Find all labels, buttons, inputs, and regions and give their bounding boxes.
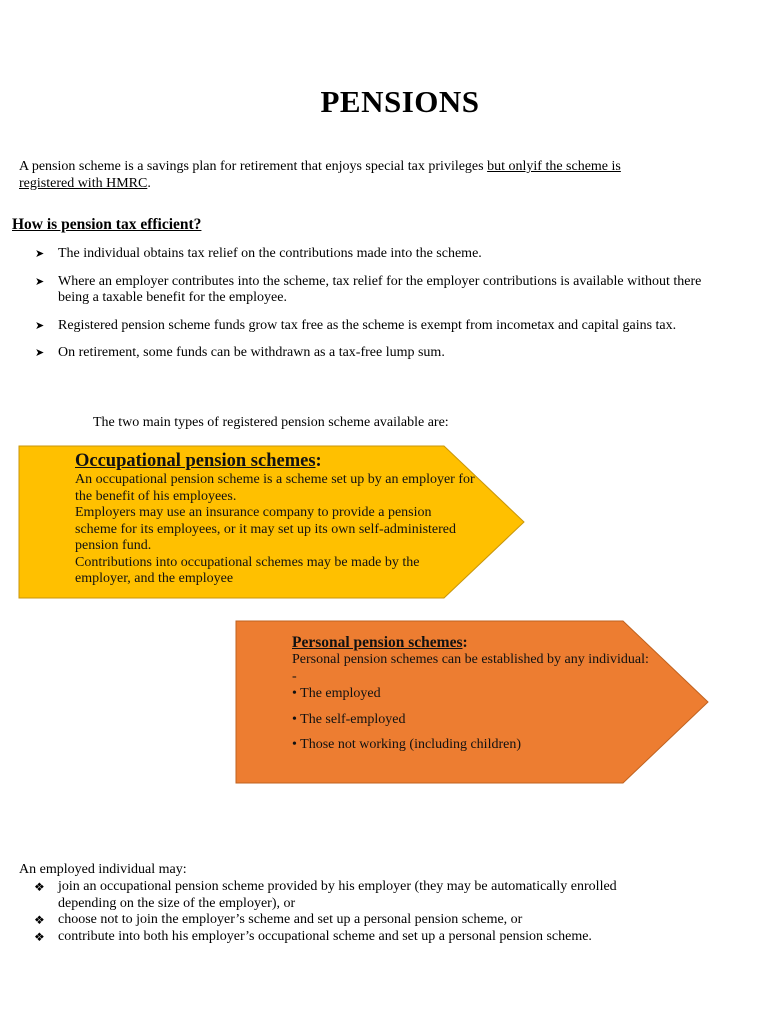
- occupational-line: Contributions into occupational schemes may be made by the employer, and the employee: [75, 554, 420, 586]
- four-diamond-bullet-icon: ❖: [34, 913, 45, 927]
- list-item: • The employed: [292, 686, 381, 701]
- list-item-text: join an occupational pension scheme provided by his employer (they may be automatically enrolled depending on the size of the employer), or: [58, 879, 617, 911]
- list-item: [12, 912, 632, 929]
- employed-intro: An employed individual may:: [19, 862, 187, 877]
- arrowhead-bullet-icon: ➤: [35, 347, 45, 359]
- list-item-text: Registered pension scheme funds grow tax free as the scheme is exempt from incometax and capital gains tax.: [58, 317, 677, 333]
- occupational-title-text: Occupational pension schemes: [75, 451, 316, 471]
- tax-efficiency-heading: How is pension tax efficient?: [12, 216, 202, 233]
- personal-title: [292, 633, 652, 652]
- arrowhead-bullet-icon: ➤: [35, 319, 45, 332]
- list-item: • The self-employed: [292, 711, 406, 727]
- employed-options-list: [12, 879, 632, 945]
- types-intro: The two main types of registered pension scheme available are:: [93, 415, 449, 430]
- four-diamond-bullet-icon: ❖: [34, 880, 45, 894]
- occupational-title-colon: :: [315, 451, 322, 471]
- personal-intro: Personal pension schemes can be established by any individual: -: [292, 652, 649, 684]
- occupational-line: An occupational pension scheme is a scheme set up by an employer for the benefit of his employees.: [75, 472, 475, 504]
- list-item: [12, 879, 632, 912]
- list-item-text: Where an employer contributes into the scheme, tax relief for the employer contributions is available without there being a taxable benefit for the employee.: [58, 273, 702, 305]
- list-item: [12, 929, 632, 946]
- arrowhead-bullet-icon: ➤: [35, 275, 45, 288]
- personal-title-colon: :: [462, 634, 468, 651]
- personal-scheme-box: [292, 633, 652, 763]
- list-item-text: On retirement, some funds can be withdrawn as a tax-free lump sum.: [58, 345, 445, 360]
- list-item-text: The individual obtains tax relief on the contributions made into the scheme.: [58, 246, 482, 261]
- intro-text: A pension scheme is a savings plan for retirement that enjoys special tax privileges: [19, 159, 488, 174]
- occupational-title: [75, 450, 475, 472]
- page-title: PENSIONS: [320, 84, 480, 119]
- personal-list: [292, 686, 652, 754]
- list-item-text: choose not to join the employer’s scheme and set up a personal pension scheme, or: [58, 912, 523, 927]
- list-item: • Those not working (including children): [292, 737, 521, 752]
- four-diamond-bullet-icon: ❖: [34, 929, 45, 944]
- arrowhead-bullet-icon: ➤: [35, 248, 45, 260]
- intro-underlined-text: but onlyif the scheme is registered with HMRC: [19, 159, 621, 191]
- occupational-line: Employers may use an insurance company to provide a pension scheme for its employees, or it may set up its own self-administered pension fund.: [75, 505, 457, 553]
- personal-title-text: Personal pension schemes: [292, 634, 463, 651]
- intro-end: .: [147, 175, 151, 191]
- list-item-text: contribute into both his employer’s occupational scheme and set up a personal pension scheme.: [58, 928, 592, 944]
- occupational-scheme-box: [75, 450, 475, 588]
